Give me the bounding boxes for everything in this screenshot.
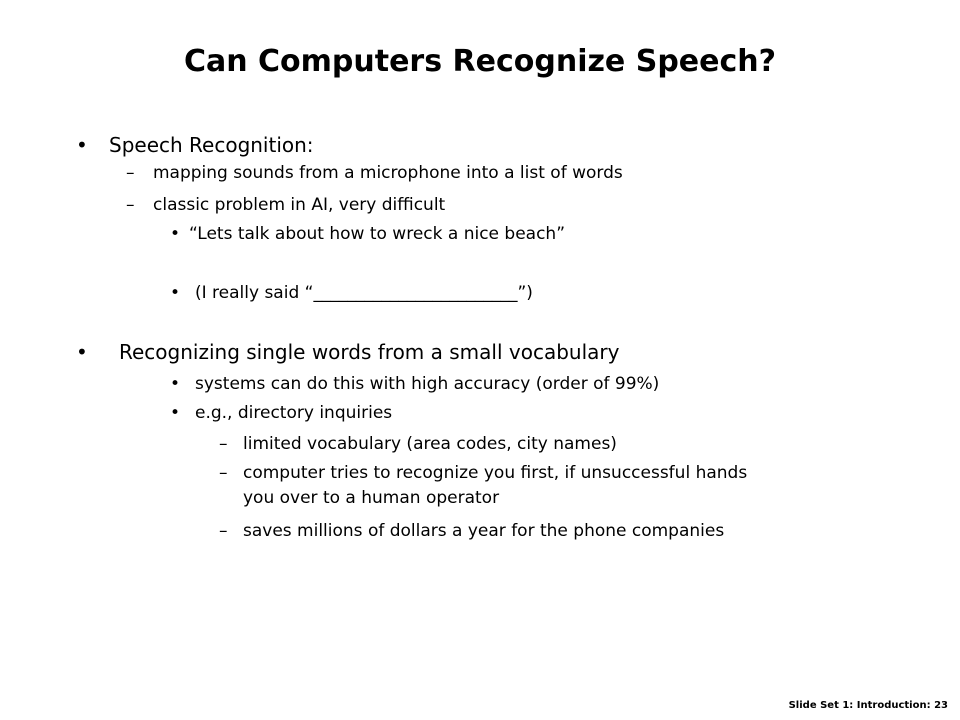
- dash-marker: –: [219, 463, 228, 483]
- dash-marker: –: [219, 521, 228, 541]
- sub-sub-bullet-really-said: (I really said “________________________”): [195, 283, 533, 303]
- bullet-speech-recognition: Speech Recognition:: [109, 133, 314, 157]
- sub-sub-bullet-limited-vocabulary: limited vocabulary (area codes, city names): [243, 434, 617, 454]
- bullet-single-words: Recognizing single words from a small vocabulary: [119, 340, 620, 364]
- slide-footer: Slide Set 1: Introduction: 23: [788, 700, 948, 711]
- bullet-marker: •: [170, 283, 181, 303]
- sub-sub-bullet-computer-tries-line1: computer tries to recognize you first, if unsuccessful hands: [243, 463, 748, 483]
- sub-sub-bullet-quote: “Lets talk about how to wreck a nice beach”: [189, 224, 566, 244]
- slide-title: Can Computers Recognize Speech?: [183, 44, 777, 79]
- bullet-marker: •: [76, 340, 88, 364]
- bullet-marker: •: [170, 403, 181, 423]
- sub-bullet-classic-problem: classic problem in AI, very difficult: [153, 195, 446, 215]
- sub-bullet-mapping-sounds: mapping sounds from a microphone into a list of words: [153, 163, 623, 183]
- sub-bullet-high-accuracy: systems can do this with high accuracy (order of 99%): [195, 374, 660, 394]
- sub-bullet-directory-inquiries: e.g., directory inquiries: [195, 403, 393, 423]
- bullet-marker: •: [170, 374, 181, 394]
- sub-sub-bullet-saves-millions: saves millions of dollars a year for the phone companies: [243, 521, 725, 541]
- dash-marker: –: [126, 195, 135, 215]
- dash-marker: –: [219, 434, 228, 454]
- sub-sub-bullet-computer-tries-line2: you over to a human operator: [243, 488, 500, 508]
- bullet-marker: •: [76, 133, 88, 157]
- bullet-marker: •: [170, 224, 181, 244]
- dash-marker: –: [126, 163, 135, 183]
